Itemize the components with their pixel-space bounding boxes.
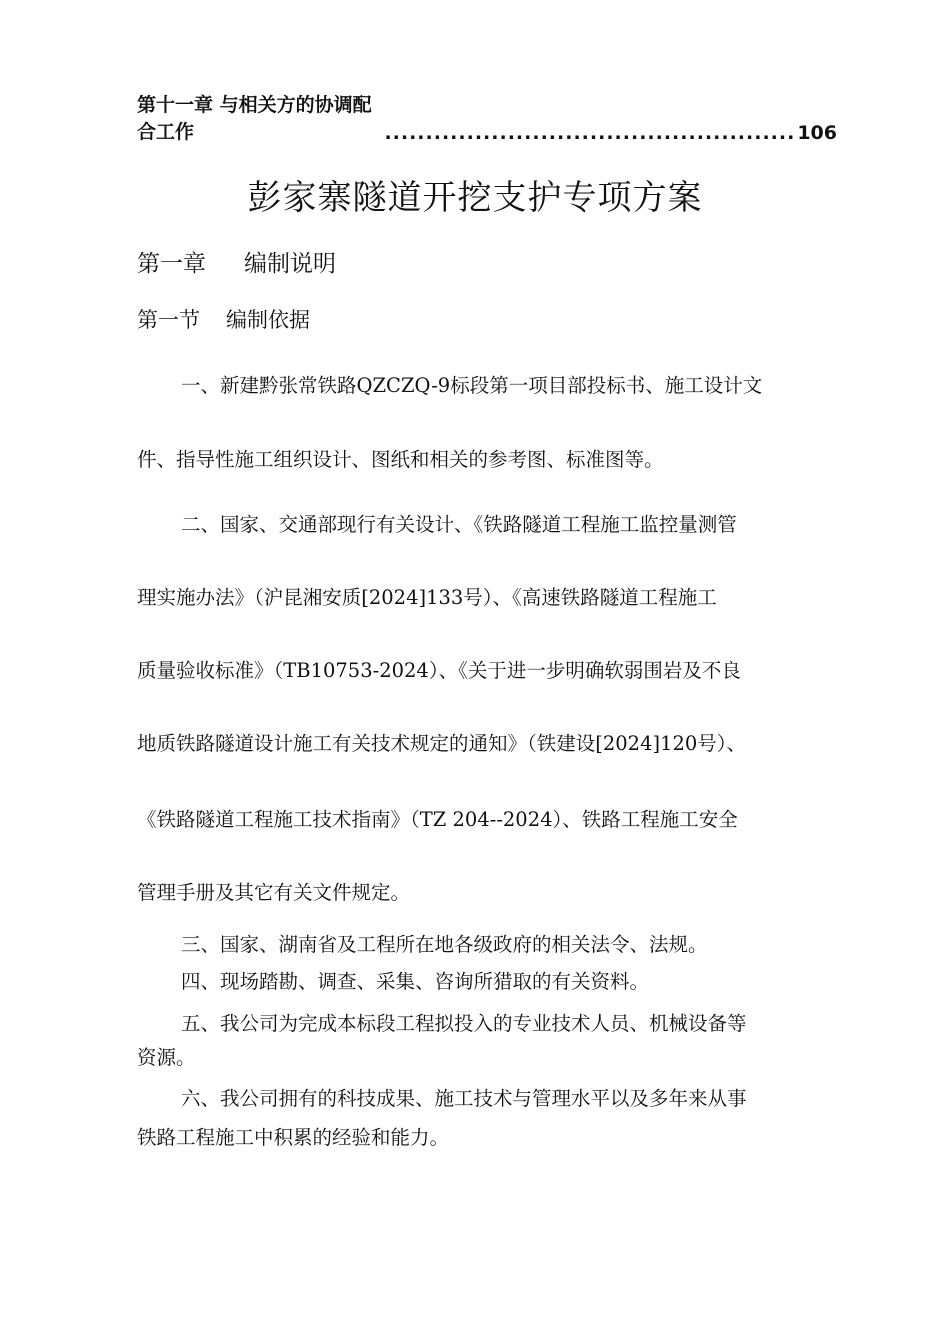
paragraph-line: 二、国家、交通部现行有关设计、《铁路隧道工程施工监控量测管 <box>181 513 737 536</box>
paragraph-line: 资源。 <box>137 1046 196 1069</box>
paragraph-line: 件、指导性施工组织设计、图纸和相关的参考图、标准图等。 <box>137 448 664 471</box>
toc-entry-label: 第十一章 与相关方的协调配合工作 <box>137 94 372 143</box>
section-name: 编制依据 <box>226 308 310 332</box>
chapter-name: 编制说明 <box>244 251 336 277</box>
paragraph-line: 四、现场踏勘、调查、采集、咨询所猎取的有关资料。 <box>181 970 650 993</box>
paragraph-line: 理实施办法》（沪昆湘安质[2024]133号）、《高速铁路隧道工程施工 <box>137 586 717 609</box>
section-heading <box>137 304 310 334</box>
paragraph-line: 六、我公司拥有的科技成果、施工技术与管理水平以及多年来从事 <box>181 1087 747 1110</box>
paragraph-line: 三、国家、湖南省及工程所在地各级政府的相关法令、法规。 <box>181 933 708 956</box>
toc-entry[interactable] <box>137 94 837 144</box>
toc-page-number: 106 <box>797 122 837 144</box>
paragraph-line: 一、新建黔张常铁路QZCZQ-9标段第一项目部投标书、施工设计文 <box>181 374 763 397</box>
paragraph-line: 铁路工程施工中积累的经验和能力。 <box>137 1126 450 1149</box>
paragraph-line: 质量验收标准》（TB10753-2024）、《关于进一步明确软弱围岩及不良 <box>137 659 741 682</box>
paragraph-line: 地质铁路隧道设计施工有关技术规定的通知》（铁建设[2024]120号）、 <box>137 732 747 755</box>
document-title: 彭家寨隧道开挖支护专项方案 <box>247 178 703 218</box>
paragraph-line: 《铁路隧道工程施工技术指南》（TZ 204--2024）、铁路工程施工安全 <box>137 808 738 831</box>
toc-leader-dots: .................................................. <box>384 122 796 144</box>
paragraph-line: 五、我公司为完成本标段工程拟投入的专业技术人员、机械设备等 <box>181 1012 747 1035</box>
paragraph-line: 管理手册及其它有关文件规定。 <box>137 881 411 904</box>
chapter-number: 第一章 <box>137 251 206 277</box>
section-number: 第一节 <box>137 308 200 332</box>
chapter-heading <box>137 245 336 278</box>
